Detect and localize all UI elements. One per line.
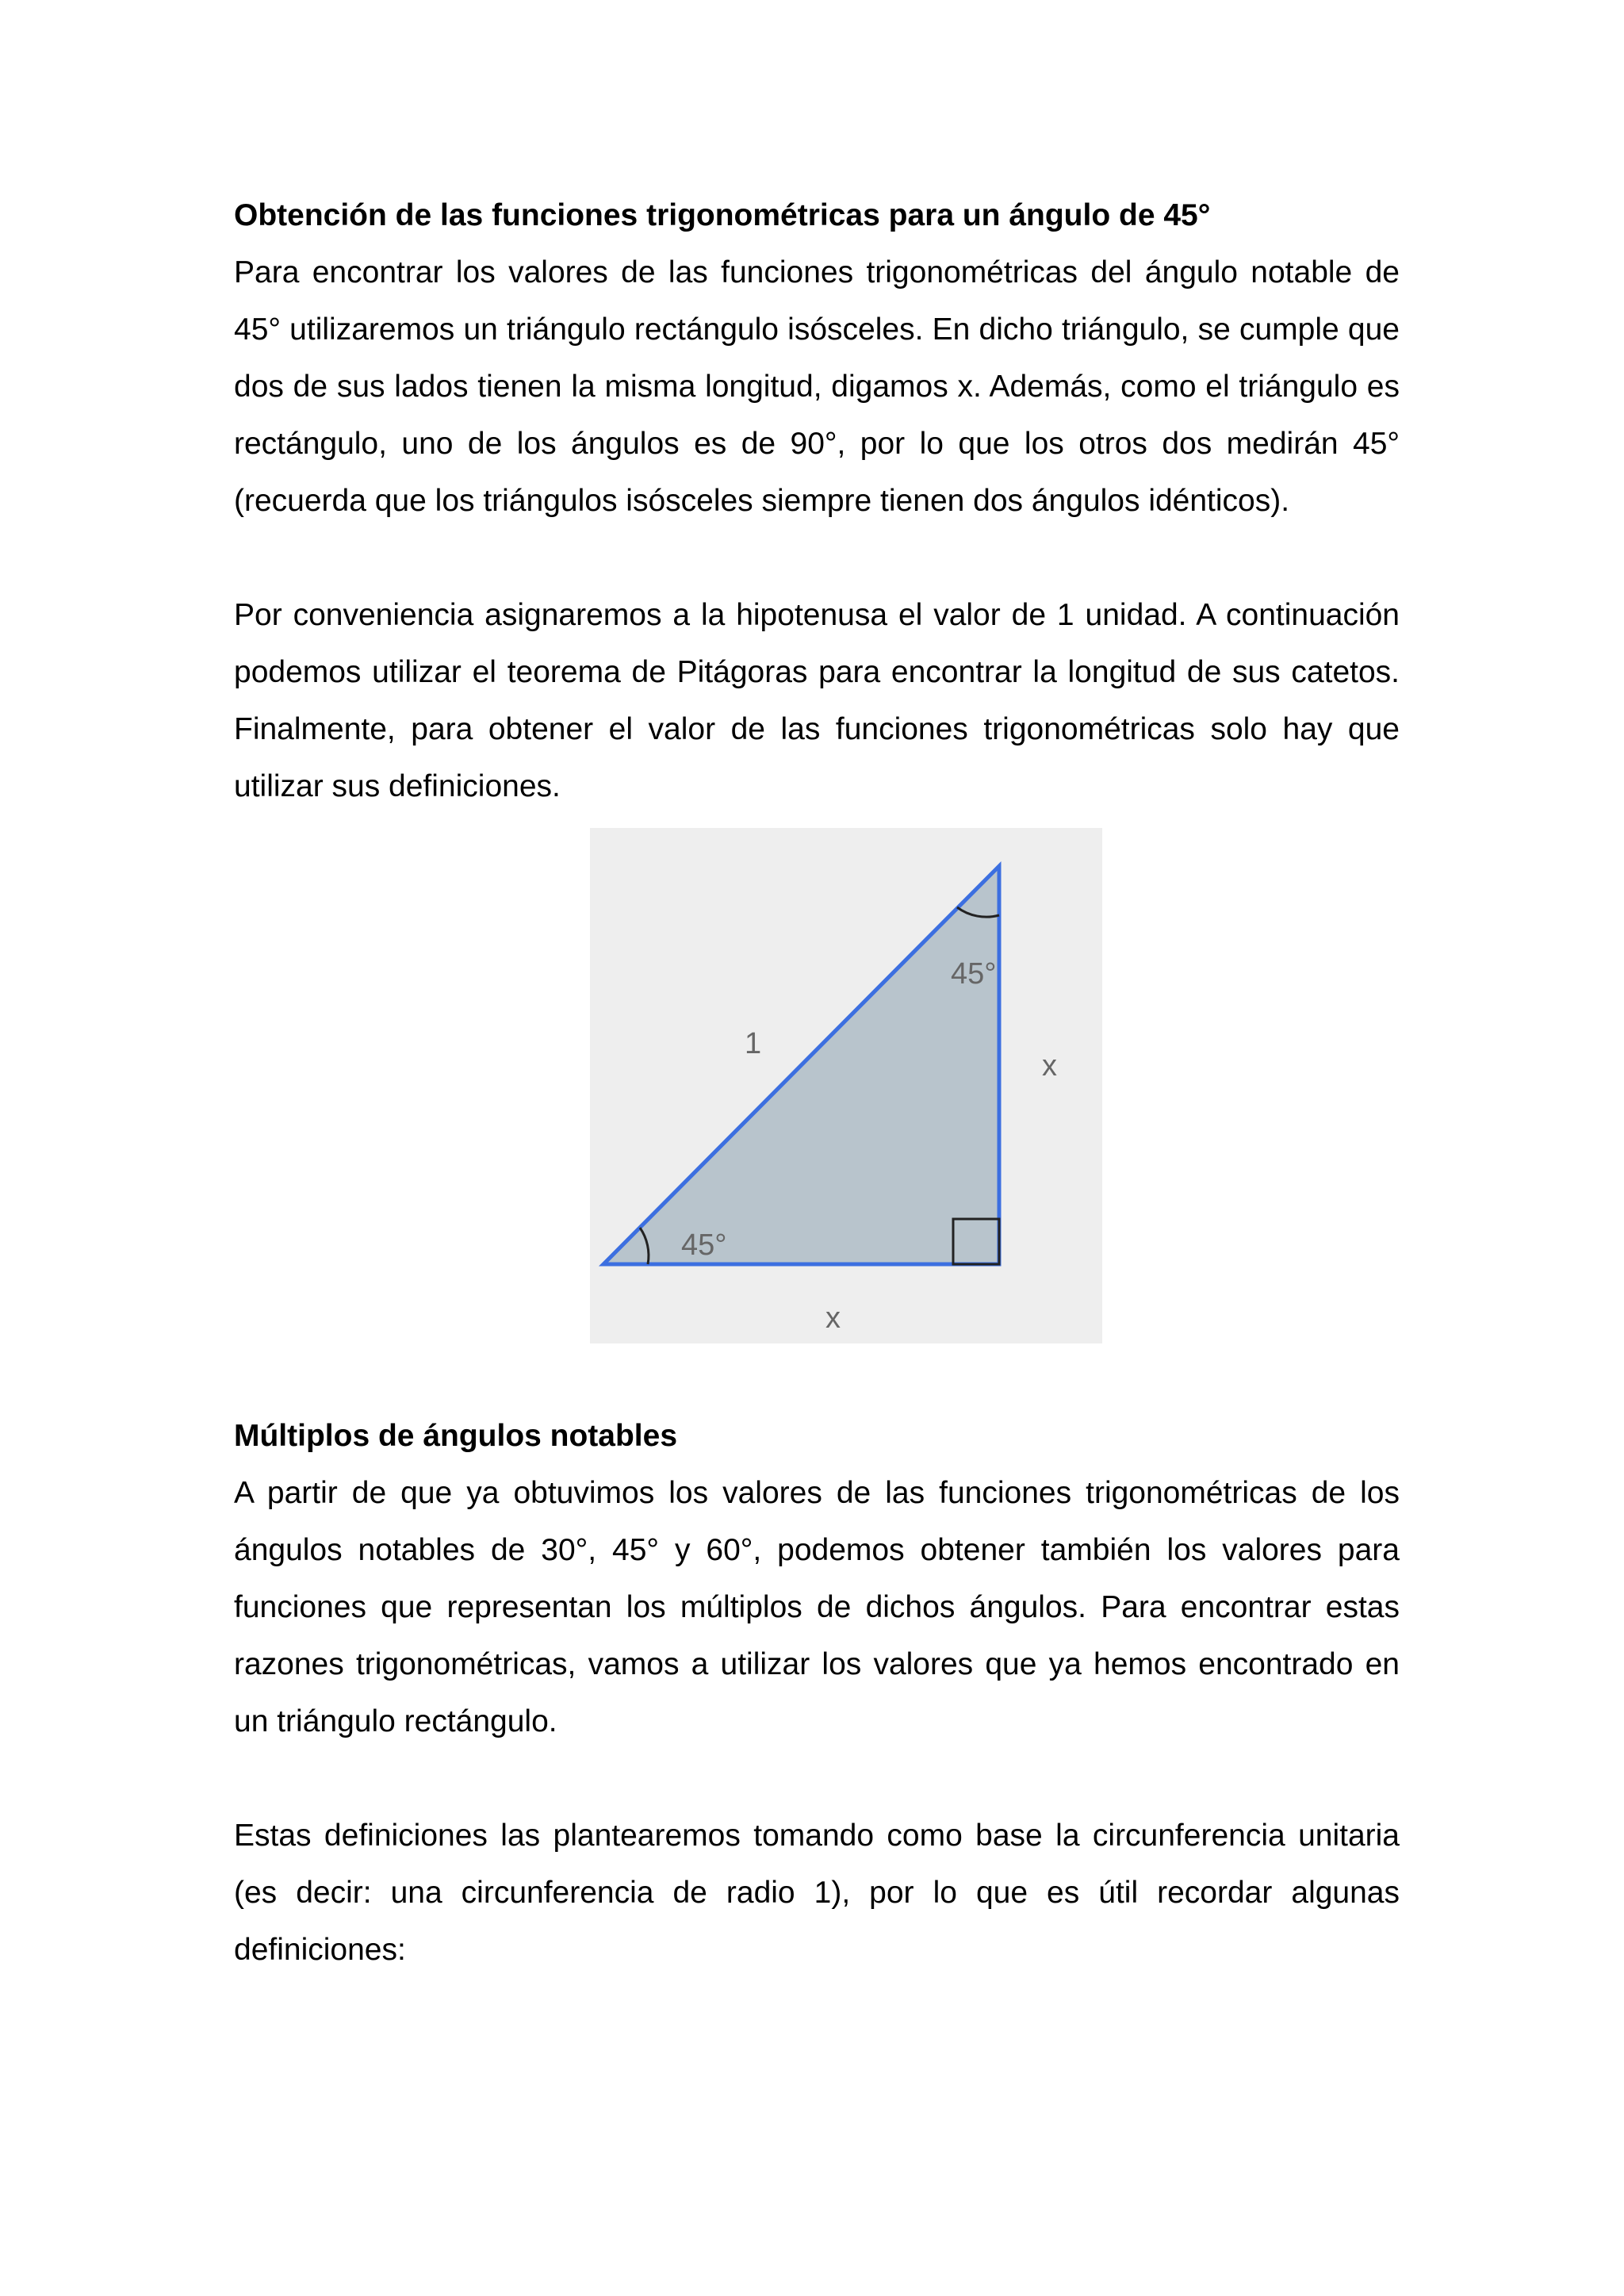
paragraph-hypotenuse-unit: Por conveniencia asignaremos a la hipotenusa el valor de 1 unidad. A continuación podemos utilizar el teorema de Pitágoras para encontrar la longitud de sus catetos. Finalmente, para obtener el valor de las funciones trigonométricas solo hay que utilizar sus definiciones. — [234, 598, 1400, 803]
bottom-angle-label: 45° — [681, 1228, 727, 1262]
section-heading-multiples: Múltiplos de ángulos notables — [234, 1419, 678, 1453]
paragraph-multiples-of-angles: A partir de que ya obtuvimos los valores de las funciones trigonométricas de los ángulos notables de 30°, 45° y 60°, podemos obtener también los valores para funciones que representan los múltiplos de dichos ángulos. Para encontrar estas razones trigonométricas, vamos a utilizar los valores que ya hemos encontrado en un triángulo rectángulo. — [234, 1476, 1400, 1738]
triangle-diagram — [590, 828, 1102, 1343]
paragraph-spacer — [234, 1750, 1400, 1807]
section-heading-45-degrees: Obtención de las funciones trigonométricas para un ángulo de 45° — [234, 198, 1211, 232]
paragraph-spacer — [234, 530, 1400, 587]
top-angle-label: 45° — [951, 957, 997, 991]
paragraph-unit-circle: Estas definiciones las plantearemos tomando como base la circunferencia unitaria (es decir: una circunferencia de radio 1), por lo que es útil recordar algunas definiciones: — [234, 1819, 1400, 1967]
triangle-figure — [590, 828, 1102, 1343]
vertical-leg-label: x — [1042, 1049, 1057, 1083]
paragraph-isosceles-triangle: Para encontrar los valores de las funciones trigonométricas del ángulo notable de 45° utilizaremos un triángulo rectángulo isósceles. En dicho triángulo, se cumple que dos de sus lados tienen la misma longitud, digamos x. Además, como el triángulo es rectángulo, uno de los ángulos es de 90°, por lo que los otros dos medirán 45° (recuerda que los triángulos isósceles siempre tienen dos ángulos idénticos). — [234, 255, 1400, 518]
document-page — [234, 187, 1400, 1979]
figure-container — [234, 828, 1400, 1347]
horizontal-leg-label: x — [825, 1301, 841, 1335]
hypotenuse-label: 1 — [745, 1027, 762, 1060]
